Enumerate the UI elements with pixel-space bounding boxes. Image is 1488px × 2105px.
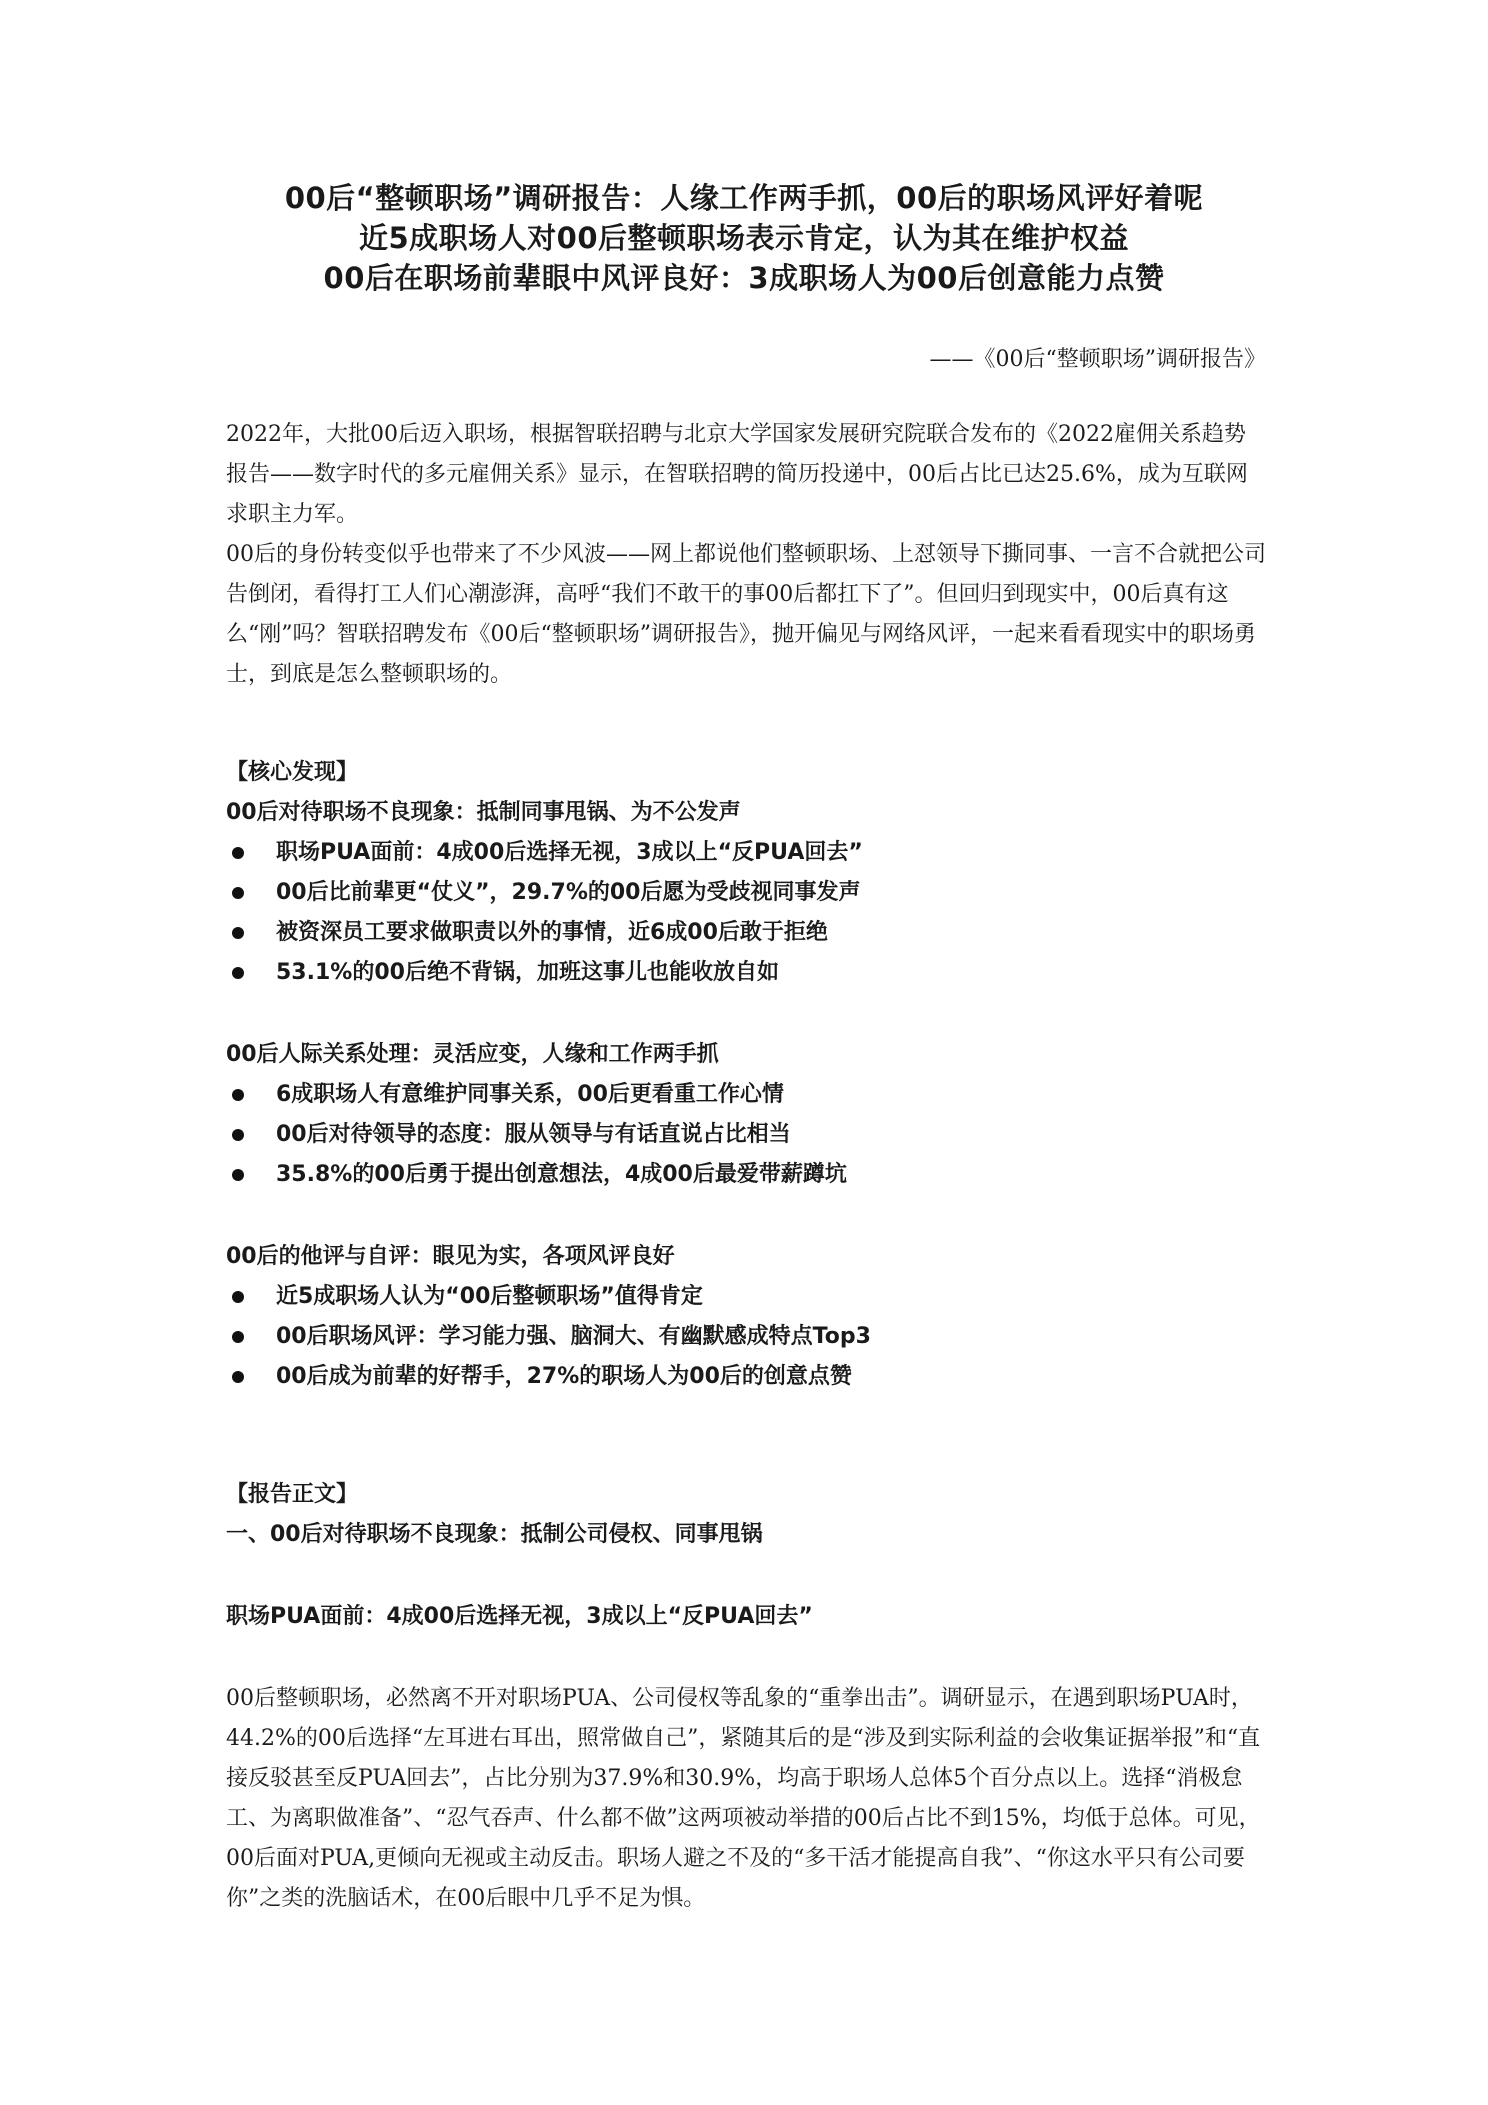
list-item: 被资深员工要求做职责以外的事情，近6成00后敢于拒绝 — [226, 913, 1266, 953]
list-item: 00后对待领导的态度：服从领导与有话直说占比相当 — [226, 1115, 1266, 1155]
bullet-icon — [232, 1129, 244, 1141]
finding-group-title: 00后的他评与自评：眼见为实，各项风评良好 — [226, 1244, 675, 1269]
list-item: 00后职场风评：学习能力强、脑洞大、有幽默感成特点Top3 — [226, 1317, 1266, 1357]
intro-paragraph-1: 2022年，大批00后迈入职场，根据智联招聘与北京大学国家发展研究院联合发布的《2022雇佣关系趋势报告——数字时代的多元雇佣关系》显示，在智联招聘的简历投递中，00后占比已达25.6%，成为互联网求职主力军。 — [226, 422, 1248, 527]
report-heading: 【报告正文】 — [226, 1482, 359, 1507]
bullet-icon — [232, 1169, 244, 1181]
bullet-icon — [232, 927, 244, 939]
bullet-icon — [232, 1371, 244, 1383]
intro-paragraph-2: 00后的身份转变似乎也带来了不少风波——网上都说他们整顿职场、上怼领导下撕同事、一言不合就把公司告倒闭，看得打工人们心潮澎湃，高呼“我们不敢干的事00后都扛下了”。但回归到现实中，00后真有这么“刚”吗？智联招聘发布《00后“整顿职场”调研报告》，抛开偏见与网络风评，一起来看看现实中的职场勇士，到底是怎么整顿职场的。 — [226, 542, 1266, 687]
finding-list — [226, 833, 1266, 993]
list-item: 00后成为前辈的好帮手，27%的职场人为00后的创意点赞 — [226, 1357, 1266, 1397]
finding-group-title: 00后对待职场不良现象：抵制同事甩锅、为不公发声 — [226, 800, 741, 825]
bullet-icon — [232, 1089, 244, 1101]
list-item: 近5成职场人认为“00后整顿职场”值得肯定 — [226, 1277, 1266, 1317]
bullet-icon — [232, 847, 244, 859]
list-item: 职场PUA面前：4成00后选择无视，3成以上“反PUA回去” — [226, 833, 1266, 873]
main-title: 00后“整顿职场”调研报告：人缘工作两手抓，00后的职场风评好着呢 — [284, 181, 1204, 215]
bullet-icon — [232, 967, 244, 979]
subtitle-2: 00后在职场前辈眼中风评良好：3成职场人为00后创意能力点赞 — [323, 261, 1165, 295]
list-item: 00后比前辈更“仗义”，29.7%的00后愿为受歧视同事发声 — [226, 873, 1266, 913]
source-attribution: ——《00后“整顿职场”调研报告》 — [929, 347, 1266, 372]
list-item: 53.1%的00后绝不背锅，加班这事儿也能收放自如 — [226, 953, 1266, 993]
core-findings-heading: 【核心发现】 — [226, 760, 359, 785]
list-item: 35.8%的00后勇于提出创意想法，4成00后最爱带薪蹲坑 — [226, 1155, 1266, 1195]
body-paragraph: 00后整顿职场，必然离不开对职场PUA、公司侵权等乱象的“重拳出击”。调研显示，在遇到职场PUA时，44.2%的00后选择“左耳进右耳出，照常做自己”，紧随其后的是“涉及到实际利益的会收集证据举报”和“直接反驳甚至反PUA回去”，占比分别为37.9%和30.9%，均高于职场人总体5个百分点以上。选择“消极怠工、为离职做准备”、“忍气吞声、什么都不做”这两项被动举措的00后占比不到15%，均低于总体。可见，00后面对PUA,更倾向无视或主动反击。职场人避之不及的“多干活才能提高自我”、“你这水平只有公司要你”之类的洗脑话术，在00后眼中几乎不足为惧。 — [226, 1686, 1261, 1911]
finding-group-title: 00后人际关系处理：灵活应变，人缘和工作两手抓 — [226, 1042, 719, 1067]
subtitle-1: 近5成职场人对00后整顿职场表示肯定，认为其在维护权益 — [358, 221, 1130, 255]
bullet-icon — [232, 1291, 244, 1303]
document-body — [226, 415, 1266, 1919]
finding-list — [226, 1075, 1266, 1195]
section-title: 一、00后对待职场不良现象：抵制公司侵权、同事甩锅 — [226, 1522, 763, 1547]
sub-title: 职场PUA面前：4成00后选择无视，3成以上“反PUA回去” — [226, 1604, 813, 1629]
bullet-icon — [232, 887, 244, 899]
bullet-icon — [232, 1331, 244, 1343]
list-item: 6成职场人有意维护同事关系，00后更看重工作心情 — [226, 1075, 1266, 1115]
finding-list — [226, 1277, 1266, 1397]
title-block — [0, 178, 1488, 298]
